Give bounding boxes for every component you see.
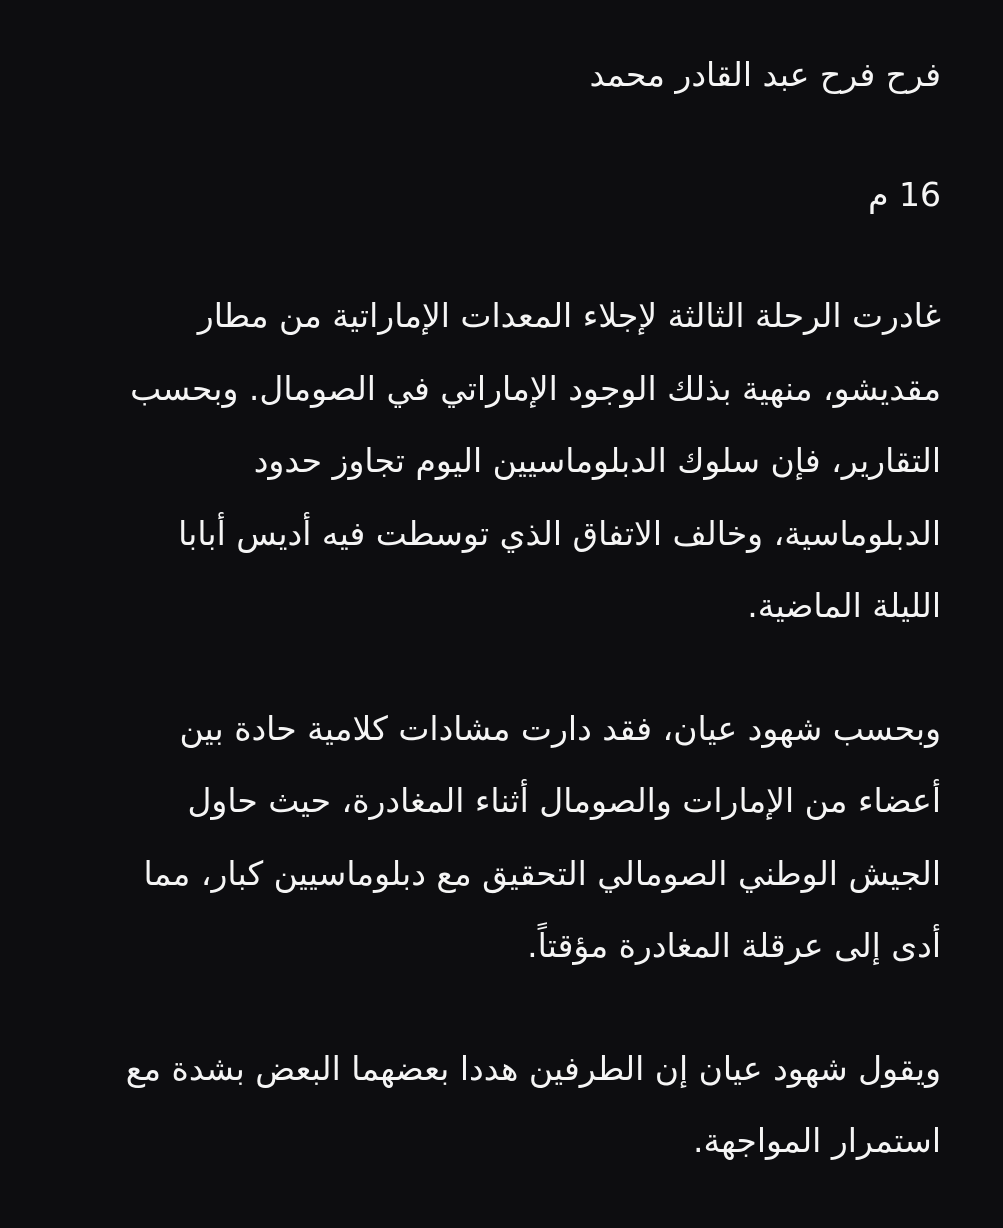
- paragraph-3: [60, 1033, 941, 1178]
- text-line: غادرت الرحلة الثالثة لإجلاء المعدات الإماراتية من مطار: [197, 296, 941, 335]
- text-line: الدبلوماسية، وخالف الاتفاق الذي توسطت فيه أديس أبابا: [178, 513, 941, 553]
- author-name[interactable]: فرح فرح عبد القادر محمد: [589, 55, 941, 94]
- text-line: التقارير، فإن سلوك الدبلوماسيين اليوم تجاوز حدود: [253, 441, 941, 480]
- text-line: أدى إلى عرقلة المغادرة مؤقتاً.: [527, 926, 941, 965]
- paragraph-1: [60, 280, 941, 643]
- text-line: مقديشو، منهية بذلك الوجود الإماراتي في الصومال. وبحسب: [130, 368, 941, 408]
- text-line: ويقول شهود عيان إن الطرفين هددا بعضهما البعض بشدة مع: [125, 1048, 941, 1088]
- post-timestamp: 16 م: [868, 175, 941, 214]
- text-line: وبحسب شهود عيان، فقد دارت مشادات كلامية حادة بين: [179, 708, 941, 748]
- text-line: الليلة الماضية.: [747, 586, 941, 625]
- post-content: [60, 40, 941, 1228]
- post-body: [60, 280, 941, 1178]
- text-line: الجيش الوطني الصومالي التحقيق مع دبلوماسيين كبار، مما: [143, 853, 941, 893]
- paragraph-2: [60, 693, 941, 983]
- text-line: أعضاء من الإمارات والصومال أثناء المغادرة، حيث حاول: [187, 781, 941, 820]
- text-line: استمرار المواجهة.: [693, 1121, 941, 1160]
